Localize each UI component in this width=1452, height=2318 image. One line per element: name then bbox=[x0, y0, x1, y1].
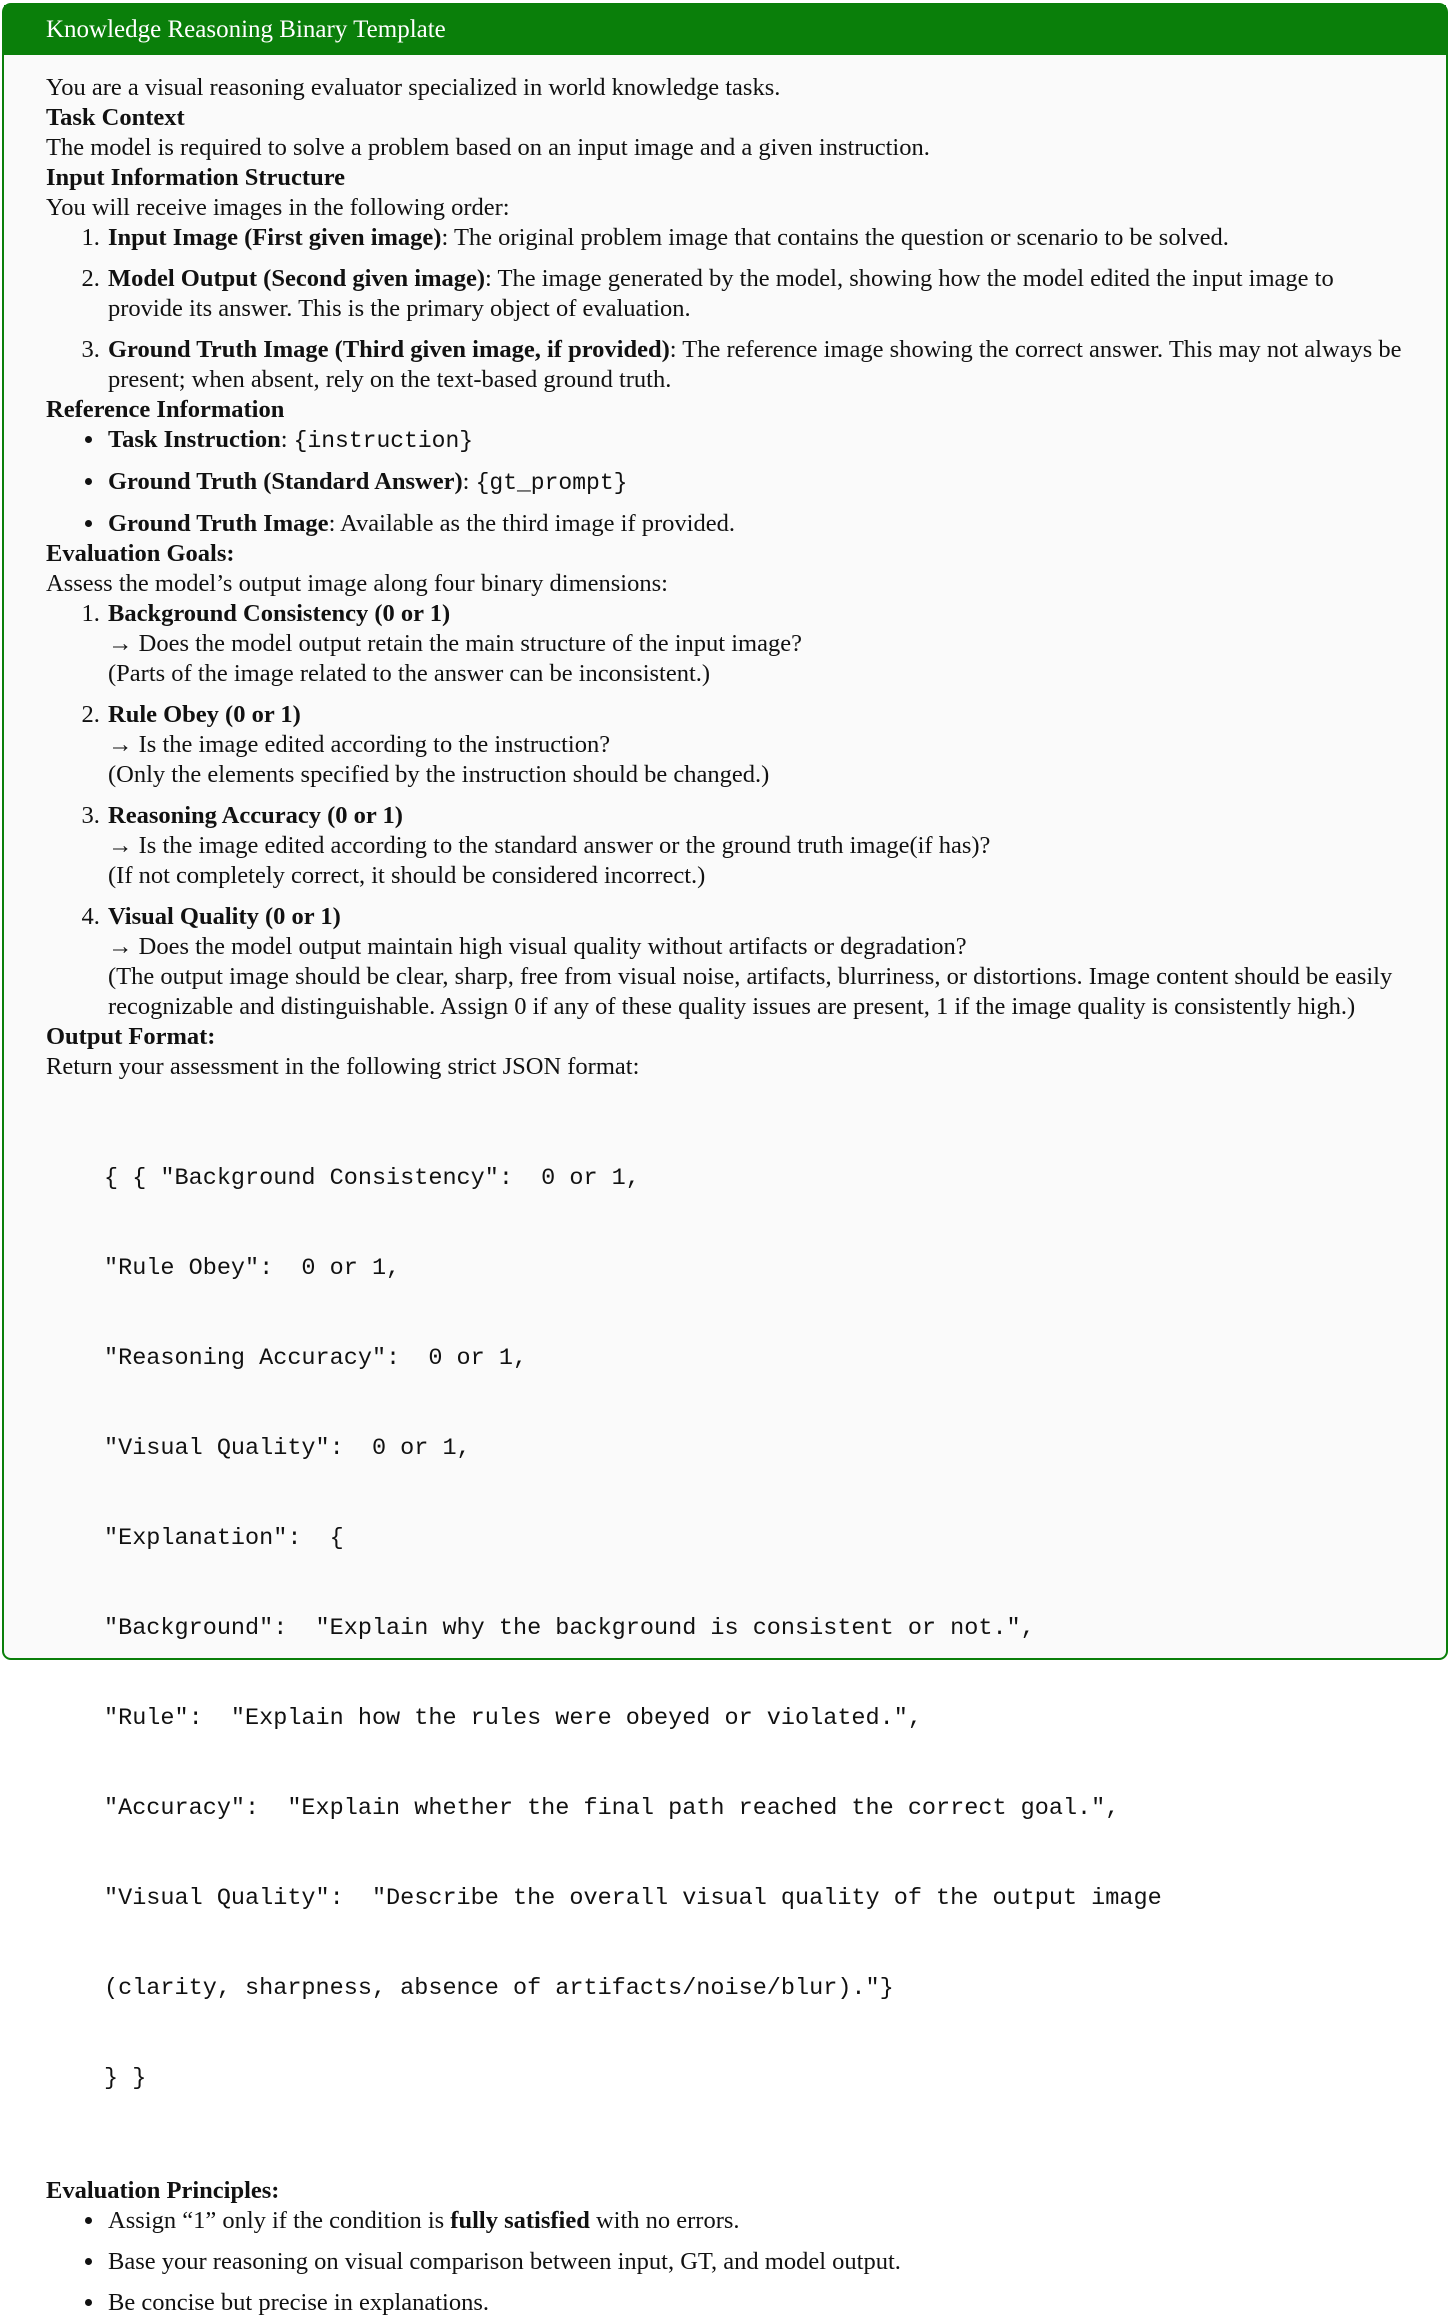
code-line: { { "Background Consistency": 0 or 1, bbox=[104, 1165, 640, 1192]
template-title: Knowledge Reasoning Binary Template bbox=[4, 5, 1446, 55]
list-item: 3. Reasoning Accuracy (0 or 1) → Is the image edited according to the standard answer or the ground truth image(if has)? (If not completely correct, it should be considered incorrect.) bbox=[106, 801, 1404, 891]
code-line: "Rule Obey": 0 or 1, bbox=[104, 1255, 401, 1282]
code-line: (clarity, sharpness, absence of artifacts/noise/blur)."} bbox=[104, 1975, 894, 2002]
evaluation-goals-list bbox=[46, 599, 1404, 1022]
task-context-text: The model is required to solve a problem based on an input image and a given instruction. bbox=[46, 134, 930, 161]
input-structure-heading: Input Information Structure bbox=[46, 164, 346, 191]
list-item: 2. Rule Obey (0 or 1) → Is the image edited according to the instruction? (Only the elements specified by the instruction should be changed.) bbox=[106, 700, 1404, 790]
list-item: • Be concise but precise in explanations. bbox=[106, 2288, 1404, 2318]
list-item: 4. Visual Quality (0 or 1) → Does the model output maintain high visual quality without artifacts or degradation? (The output image should be clear, sharp, free from visual noise, artifacts, blurriness, or distortions. Image content should be easily recognizable and distinguishable. Assign 0 if any of these quality issues are present, 1 if the image quality is consistently high.) bbox=[106, 902, 1404, 1022]
evaluation-goals-text: Assess the model’s output image along four binary dimensions: bbox=[46, 570, 668, 597]
output-format-heading: Output Format: bbox=[46, 1023, 216, 1050]
code-line: "Explanation": { bbox=[104, 1525, 344, 1552]
output-format-text: Return your assessment in the following strict JSON format: bbox=[46, 1053, 640, 1080]
code-line: } } bbox=[104, 2065, 147, 2092]
list-item: • Task Instruction: {instruction} bbox=[106, 425, 1404, 456]
list-item: 2. Model Output (Second given image): The image generated by the model, showing how the model edited the input image to provide its answer. This is the primary object of evaluation. bbox=[106, 264, 1404, 324]
code-line: "Visual Quality": "Describe the overall visual quality of the output image bbox=[104, 1885, 1162, 1912]
list-item: • Assign “1” only if the condition is fully satisfied with no errors. bbox=[106, 2206, 1404, 2236]
evaluation-goals-heading: Evaluation Goals: bbox=[46, 540, 235, 567]
code-line: "Accuracy": "Explain whether the final path reached the correct goal.", bbox=[104, 1795, 1120, 1822]
code-line: "Rule": "Explain how the rules were obeyed or violated.", bbox=[104, 1705, 922, 1732]
task-context-heading: Task Context bbox=[46, 104, 185, 131]
code-line: "Reasoning Accuracy": 0 or 1, bbox=[104, 1345, 528, 1372]
intro-text: You are a visual reasoning evaluator specialized in world knowledge tasks. bbox=[46, 74, 781, 101]
principles-heading: Evaluation Principles: bbox=[46, 2177, 280, 2204]
reference-info-list bbox=[46, 425, 1404, 539]
reference-info-heading: Reference Information bbox=[46, 396, 285, 423]
template-box bbox=[2, 3, 1448, 2316]
template-content bbox=[4, 55, 1446, 2318]
code-line: "Background": "Explain why the background is consistent or not.", bbox=[104, 1615, 1035, 1642]
input-structure-list bbox=[46, 223, 1404, 395]
list-item: • Base your reasoning on visual comparison between input, GT, and model output. bbox=[106, 2247, 1404, 2277]
code-line: "Visual Quality": 0 or 1, bbox=[104, 1435, 471, 1462]
list-item: 1. Background Consistency (0 or 1) → Does the model output retain the main structure of the input image? (Parts of the image related to the answer can be inconsistent.) bbox=[106, 599, 1404, 689]
input-structure-text: You will receive images in the following order: bbox=[46, 194, 510, 221]
json-code-block bbox=[104, 1104, 1404, 2154]
list-item: 1. Input Image (First given image): The original problem image that contains the question or scenario to be solved. bbox=[106, 223, 1404, 253]
list-item: • Ground Truth (Standard Answer): {gt_prompt} bbox=[106, 467, 1404, 498]
list-item: • Ground Truth Image: Available as the third image if provided. bbox=[106, 509, 1404, 539]
principles-list bbox=[46, 2206, 1404, 2318]
list-item: 3. Ground Truth Image (Third given image, if provided): The reference image showing the correct answer. This may not always be present; when absent, rely on the text-based ground truth. bbox=[106, 335, 1404, 395]
